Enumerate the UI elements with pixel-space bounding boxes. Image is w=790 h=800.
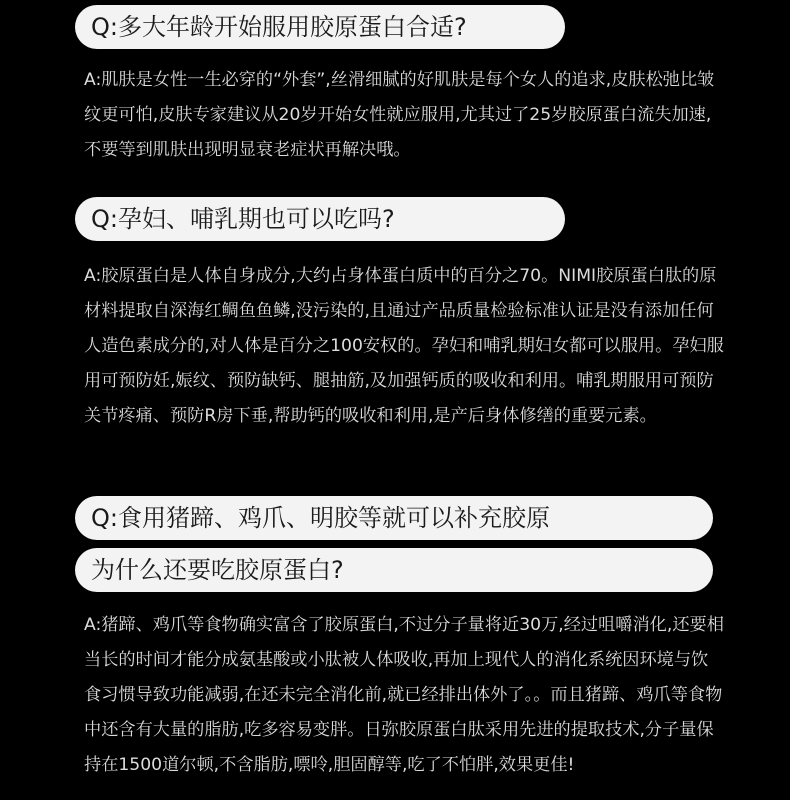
question-text: Q:孕妇、哺乳期也可以吃吗? (91, 205, 395, 233)
question-text: Q:多大年龄开始服用胶原蛋白合适? (91, 13, 467, 41)
answer-text-food: A:猪蹄、鸡爪等食物确实富含了胶原蛋白,不过分子量将近30万,经过咀嚼消化,还要相当长的时间才能分成氨基酸或小肽被人体吸收,再加上现代人的消化系统因环境与饮食习惯导致功能减弱,在还未完全消化前,就已经排出体外了。。而且猪蹄、鸡爪等食物中还含有大量的脂肪,吃多容易变胖。日弥胶原蛋白肽采用先进的提取技术,分子量保持在1500道尔顿,不含脂肪,嘌呤,胆固醇等,吃了不怕胖,效果更佳! (84, 615, 724, 775)
question-pill-food-line1 (75, 496, 713, 540)
question-pill-pregnancy (75, 197, 565, 241)
question-pill-food-line2 (75, 548, 713, 592)
question-text: Q:食用猪蹄、鸡爪、明胶等就可以补充胶原 (91, 504, 550, 532)
question-pill-age (75, 5, 565, 49)
answer-text-pregnancy: A:胶原蛋白是人体自身成分,大约占身体蛋白质中的百分之70。NIMI胶原蛋白肽的原材料提取自深海红鲷鱼鱼鳞,没污染的,且通过产品质量检验标准认证是没有添加任何人造色素成分的,对人体是百分之100安权的。孕妇和哺乳期妇女都可以服用。孕妇服用可预防妊,娠纹、预防缺钙、腿抽筋,及加强钙质的吸收和利用。哺乳期服用可预防关节疼痛、预防R房下垂,帮助钙的吸收和利用,是产后身体修缮的重要元素。 (84, 266, 724, 426)
question-text: 为什么还要吃胶原蛋白? (91, 556, 344, 584)
answer-text-age: A:肌肤是女性一生必穿的“外套”,丝滑细腻的好肌肤是每个女人的追求,皮肤松弛比皱纹更可怕,皮肤专家建议从20岁开始女性就应服用,尤其过了25岁胶原蛋白流失加速,不要等到肌肤出现明显衰老症状再解决哦。 (84, 70, 715, 160)
